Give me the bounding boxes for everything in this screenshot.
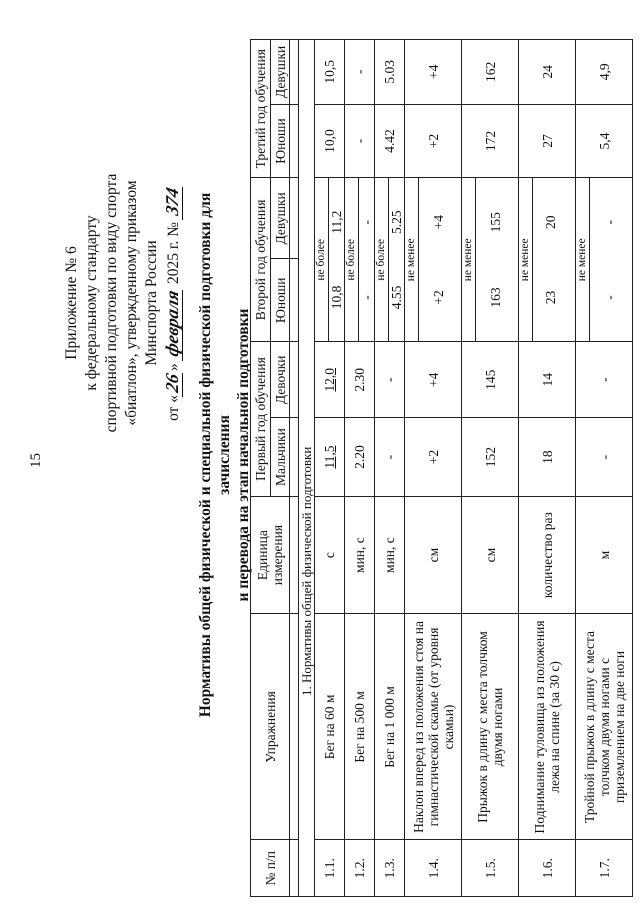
document-title <box>196 155 253 755</box>
qualifier-cell <box>576 178 633 342</box>
value-y2-young-women: 5.25 <box>389 210 404 235</box>
header-year-1: Первый год обучения <box>251 342 271 497</box>
row-exercise: Наклон вперед из положения стоя на гимнастической скамье (от уровня скамьи) <box>405 614 462 840</box>
qualifier-cell <box>519 178 576 342</box>
value-y1-boys: +2 <box>405 418 462 496</box>
value-y2-youths: 23 <box>543 290 558 305</box>
section-title: 1. Нормативы общей физической подготовки <box>299 40 315 897</box>
value-y1-boys: 11,5 <box>315 418 345 496</box>
value-y2-youths: 4.55 <box>389 285 404 310</box>
title-line-2: и перевода на этап начальной подготовки <box>235 308 252 602</box>
row-unit: см <box>405 496 462 614</box>
appendix-line-3: спортивной подготовки по виду спорта <box>103 173 120 433</box>
row-qualifier: не менее <box>519 178 533 341</box>
qualifier-cell <box>315 178 345 342</box>
value-y1-girls: - <box>576 342 633 418</box>
value-y3-young-women: 4,9 <box>576 40 633 105</box>
row-qualifier: не более <box>375 178 389 341</box>
row-qualifier: не менее <box>405 178 419 341</box>
value-y3-young-women: - <box>345 40 375 105</box>
qualifier-cell <box>345 178 375 342</box>
row-exercise: Бег на 500 м <box>345 614 375 840</box>
row-unit: см <box>462 496 519 614</box>
value-y1-boys: 152 <box>462 418 519 496</box>
value-y3-youths: 27 <box>519 104 576 178</box>
value-y3-young-women: 24 <box>519 40 576 105</box>
value-y2-youths: 163 <box>488 287 503 308</box>
row-unit: с <box>315 496 345 614</box>
value-y1-girls: 12,0 <box>315 342 345 418</box>
qualifier-cell <box>375 178 405 342</box>
row-qualifier: не менее <box>462 178 476 341</box>
value-y3-youths: 10,0 <box>315 104 345 178</box>
qualifier-cell <box>462 178 519 342</box>
value-y2-youths: 10,8 <box>329 285 344 310</box>
table-row <box>462 40 519 897</box>
row-exercise: Прыжок в длину с места толчком двумя ногами <box>462 614 519 840</box>
value-y1-boys: 2.20 <box>345 418 375 496</box>
date-month: февраля <box>162 286 183 362</box>
table-row <box>315 40 345 897</box>
date-day: 26 <box>162 369 183 397</box>
row-num: 1.3. <box>375 840 405 897</box>
value-y1-boys: 18 <box>519 418 576 496</box>
appendix-block <box>62 68 184 538</box>
row-num: 1.6. <box>519 840 576 897</box>
value-y2-youths: +2 <box>431 290 446 305</box>
value-y3-youths: 4.42 <box>375 104 405 178</box>
value-y2-young-women: 155 <box>488 212 503 233</box>
value-y2-young-women: - <box>602 219 617 225</box>
date-year: 2025 г. № <box>165 218 182 288</box>
qualifier-cell <box>405 178 462 342</box>
table-row <box>375 40 405 897</box>
value-y3-youths: - <box>345 104 375 178</box>
value-y3-youths: 5,4 <box>576 104 633 178</box>
value-y1-boys: - <box>576 418 633 496</box>
row-num: 1.2. <box>345 840 375 897</box>
value-y2-young-women: 11,2 <box>329 210 344 234</box>
value-y2-youths: - <box>602 295 617 300</box>
row-qualifier: не более <box>315 178 329 341</box>
appendix-line-5: Минспорта России <box>143 240 160 366</box>
table-row <box>576 40 633 897</box>
header-young-women-y3: Девушки <box>271 40 290 105</box>
row-unit: м <box>576 496 633 614</box>
row-num: 1.5. <box>462 840 519 897</box>
date-mid: » <box>165 359 182 371</box>
header-year-2: Второй год обучения <box>251 178 271 342</box>
table-row <box>345 40 375 897</box>
row-exercise: Тройной прыжок в длину с места толчком двумя ногами с приземлением на две ноги <box>576 614 633 840</box>
row-num: 1.4. <box>405 840 462 897</box>
page-number: 15 <box>28 453 44 468</box>
standards-table <box>250 39 633 897</box>
date-prefix: от « <box>165 394 182 421</box>
row-exercise: Поднимание туловища из положения лежа на спине (за 30 с) <box>519 614 576 840</box>
value-y2-youths: - <box>359 295 374 300</box>
table-row <box>519 40 576 897</box>
row-unit: мин, с <box>375 496 405 614</box>
header-young-women-y2: Девушки <box>271 178 290 259</box>
appendix-line-4: «биатлон», утвержденному приказом <box>123 180 140 426</box>
value-y1-girls: 14 <box>519 342 576 418</box>
value-y2-young-women: +4 <box>431 215 446 230</box>
row-exercise: Бег на 60 м <box>315 614 345 840</box>
header-exercise: Упражнения <box>251 614 290 840</box>
value-y1-girls: 145 <box>462 342 519 418</box>
title-line-1: Нормативы общей физической и специальной физической подготовки для зачисления <box>197 192 233 718</box>
order-number: 374 <box>162 183 183 220</box>
value-y1-boys: - <box>375 418 405 496</box>
value-y2-young-women: 20 <box>543 215 558 229</box>
order-date-line <box>162 68 184 538</box>
spacer-row <box>290 40 299 897</box>
row-unit: мин, с <box>345 496 375 614</box>
header-girls: Девочки <box>271 342 290 418</box>
value-y3-young-women: 5.03 <box>375 40 405 105</box>
table-row <box>405 40 462 897</box>
row-qualifier: не более <box>345 178 359 341</box>
header-youths-y3: Юноши <box>271 104 290 178</box>
header-year-3: Третий год обучения <box>251 40 271 178</box>
row-num: 1.1. <box>315 840 345 897</box>
value-y3-youths: 172 <box>462 104 519 178</box>
value-y1-girls: 2.30 <box>345 342 375 418</box>
row-num: 1.7. <box>576 840 633 897</box>
header-num: № п/п <box>251 840 290 897</box>
value-y3-young-women: 162 <box>462 40 519 105</box>
appendix-line-1: Приложение № 6 <box>63 246 80 360</box>
row-exercise: Бег на 1 000 м <box>375 614 405 840</box>
row-unit: количество раз <box>519 496 576 614</box>
value-y2-young-women: - <box>359 219 374 225</box>
section-row <box>299 40 315 897</box>
value-y3-young-women: +4 <box>405 40 462 105</box>
value-y3-young-women: 10,5 <box>315 40 345 105</box>
value-y1-girls: +4 <box>405 342 462 418</box>
row-qualifier: не менее <box>576 178 590 341</box>
header-unit: Единица измерения <box>251 496 290 614</box>
header-youths-y2: Юноши <box>271 259 290 342</box>
value-y1-girls: - <box>375 342 405 418</box>
appendix-line-2: к федеральному стандарту <box>83 215 100 391</box>
header-boys: Мальчики <box>271 418 290 496</box>
value-y3-youths: +2 <box>405 104 462 178</box>
